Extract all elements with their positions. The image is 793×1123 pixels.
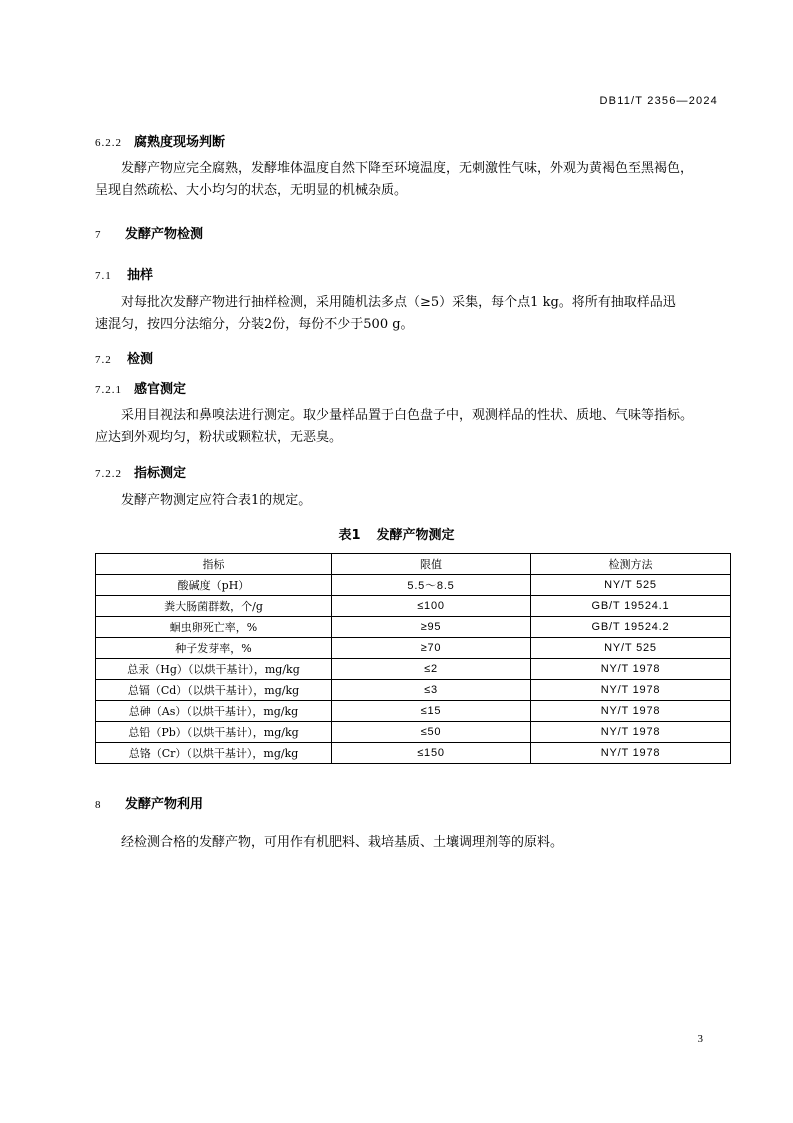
method-cell: NY/T 1978	[531, 743, 731, 764]
table-row	[96, 617, 731, 638]
paragraph-6-2-2	[95, 158, 715, 202]
limit-cell: ≤2	[332, 659, 531, 680]
table-row	[96, 596, 731, 617]
paragraph-7-2-2	[95, 490, 715, 512]
section-number: 8	[95, 799, 102, 811]
method-cell: NY/T 1978	[531, 701, 731, 722]
method-cell: NY/T 1978	[531, 659, 731, 680]
heading-7	[95, 223, 203, 242]
method-cell: NY/T 1978	[531, 680, 731, 701]
limit-cell: 5.5～8.5	[332, 575, 531, 596]
table-caption	[0, 524, 793, 543]
paragraph-line: 呈现自然疏松、大小均匀的状态，无明显的机械杂质。	[95, 183, 408, 198]
heading-7-2-1	[95, 378, 186, 397]
method-cell: GB/T 19524.2	[531, 617, 731, 638]
section-title: 发酵产物利用	[125, 797, 204, 812]
paragraph-line: 采用目视法和鼻嗅法进行测定。取少量样品置于白色盘子中，观测样品的性状、质地、气味等指标。	[121, 408, 694, 423]
paragraph-7-1	[95, 292, 715, 336]
indicator-cell: 蛔虫卵死亡率，%	[96, 617, 332, 638]
indicator-cell: 总砷（As）（以烘干基计），mg/kg	[96, 701, 332, 722]
standard-code: DB11/T 2356—2024	[599, 95, 718, 107]
limit-cell: ≤15	[332, 701, 531, 722]
paragraph-line: 应达到外观均匀，粉状或颗粒状，无恶臭。	[95, 430, 343, 445]
paragraph-line: 经检测合格的发酵产物，可用作有机肥料、栽培基质、土壤调理剂等的原料。	[121, 835, 564, 850]
table-caption-number: 表1	[338, 528, 361, 543]
section-title: 指标测定	[134, 466, 187, 481]
page-number: 3	[697, 1033, 703, 1045]
section-number: 7.2.1	[95, 384, 122, 396]
indicator-cell: 酸碱度（pH）	[96, 575, 332, 596]
section-title: 抽样	[127, 268, 154, 283]
method-cell: NY/T 525	[531, 638, 731, 659]
paragraph-8	[95, 832, 715, 854]
section-number: 7.1	[95, 270, 112, 282]
section-number: 7.2.2	[95, 468, 122, 480]
table-header-row	[96, 554, 731, 575]
table-row	[96, 659, 731, 680]
table-row	[96, 575, 731, 596]
indicator-cell: 总铅（Pb）（以烘干基计），mg/kg	[96, 722, 332, 743]
indicator-cell: 总汞（Hg）（以烘干基计），mg/kg	[96, 659, 332, 680]
table-row	[96, 680, 731, 701]
indicator-cell: 总镉（Cd）（以烘干基计），mg/kg	[96, 680, 332, 701]
limit-cell: ≤3	[332, 680, 531, 701]
heading-8	[95, 793, 203, 812]
section-title: 检测	[127, 352, 154, 367]
spec-table	[95, 553, 731, 764]
limit-cell: ≤50	[332, 722, 531, 743]
limit-cell: ≥95	[332, 617, 531, 638]
heading-7-1	[95, 264, 153, 283]
indicator-cell: 粪大肠菌群数，个/g	[96, 596, 332, 617]
section-title: 发酵产物检测	[125, 227, 204, 242]
column-header-limit: 限值	[332, 554, 531, 575]
column-header-method: 检测方法	[531, 554, 731, 575]
table-row	[96, 701, 731, 722]
section-number: 6.2.2	[95, 137, 122, 149]
heading-7-2-2	[95, 462, 186, 481]
indicator-cell: 种子发芽率，%	[96, 638, 332, 659]
table-row	[96, 722, 731, 743]
method-cell: GB/T 19524.1	[531, 596, 731, 617]
paragraph-7-2-1	[95, 405, 715, 449]
paragraph-line: 速混匀，按四分法缩分，分装2份，每份不少于500 g。	[95, 317, 414, 332]
heading-7-2	[95, 348, 153, 367]
table-row	[96, 743, 731, 764]
limit-cell: ≤100	[332, 596, 531, 617]
paragraph-line: 发酵产物应完全腐熟，发酵堆体温度自然下降至环境温度，无刺激性气味，外观为黄褐色至黑褐色，	[121, 161, 694, 176]
paragraph-line: 对每批次发酵产物进行抽样检测，采用随机法多点（≥5）采集，每个点1 kg。将所有抽取样品迅	[121, 295, 676, 310]
paragraph-line: 发酵产物测定应符合表1的规定。	[121, 493, 312, 508]
table-caption-title: 发酵产物测定	[376, 528, 455, 543]
method-cell: NY/T 1978	[531, 722, 731, 743]
indicator-cell: 总铬（Cr）（以烘干基计），mg/kg	[96, 743, 332, 764]
limit-cell: ≥70	[332, 638, 531, 659]
section-title: 腐熟度现场判断	[134, 135, 226, 150]
section-number: 7	[95, 229, 102, 241]
method-cell: NY/T 525	[531, 575, 731, 596]
heading-6-2-2	[95, 131, 225, 150]
column-header-indicator: 指标	[96, 554, 332, 575]
section-number: 7.2	[95, 354, 112, 366]
limit-cell: ≤150	[332, 743, 531, 764]
section-title: 感官测定	[134, 382, 187, 397]
table-row	[96, 638, 731, 659]
